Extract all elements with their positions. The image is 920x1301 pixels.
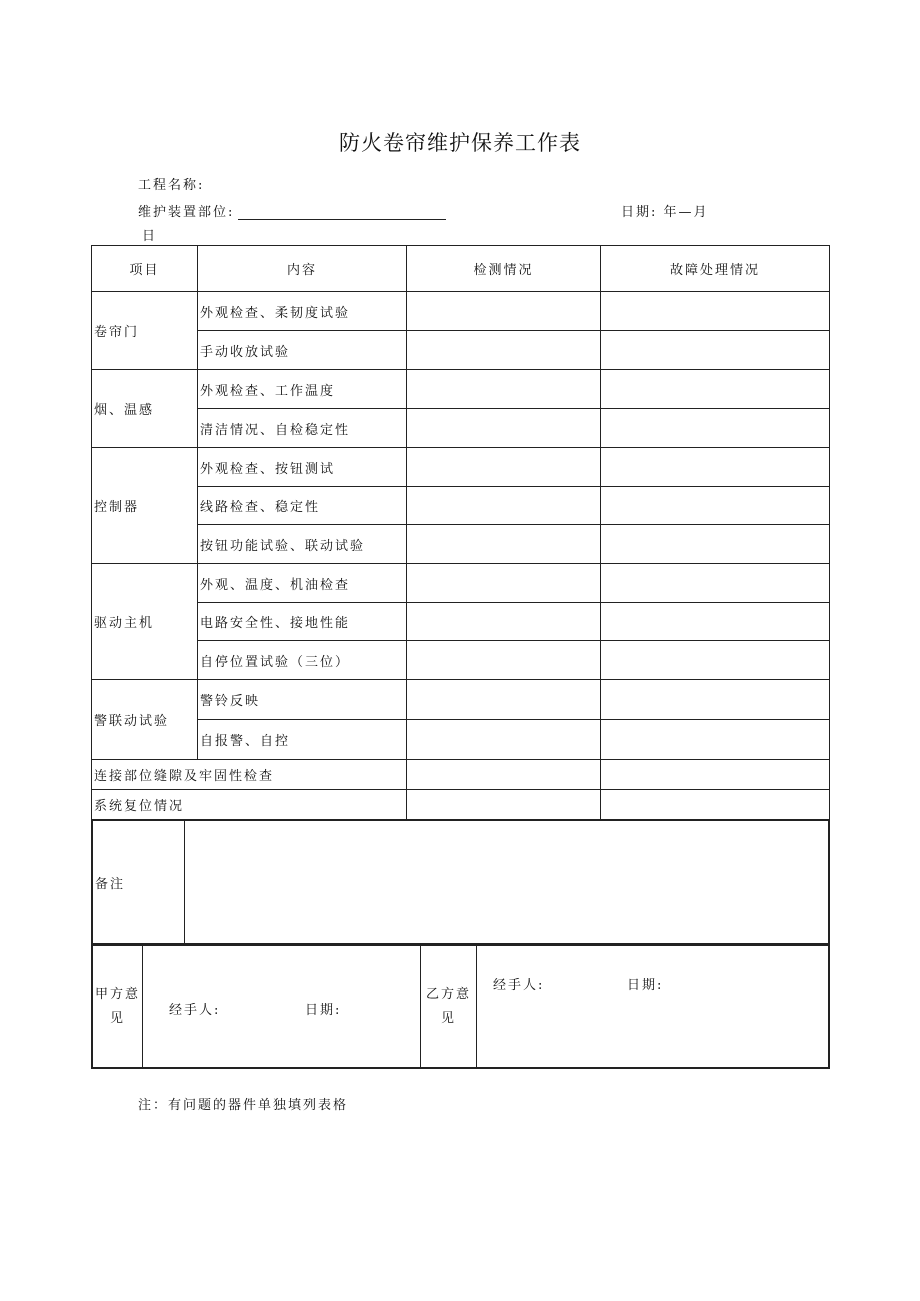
content-cell: 外观检查、工作温度 — [198, 370, 407, 409]
content-cell: 外观、温度、机油检查 — [198, 564, 407, 603]
inspection-cell[interactable] — [407, 370, 601, 409]
content-cell: 自报警、自控 — [198, 720, 407, 760]
fault-handling-cell[interactable] — [601, 641, 830, 680]
inspection-cell[interactable] — [407, 487, 601, 525]
table-row — [92, 641, 830, 680]
table-row — [92, 790, 830, 820]
fault-handling-cell[interactable] — [601, 487, 830, 525]
inspection-cell[interactable] — [407, 641, 601, 680]
table-row — [92, 331, 830, 370]
inspection-cell[interactable] — [407, 790, 601, 820]
remarks-row — [92, 820, 830, 945]
table-row — [92, 603, 830, 641]
table-row — [92, 760, 830, 790]
remarks-label: 备注 — [93, 821, 185, 944]
fault-handling-cell[interactable] — [601, 564, 830, 603]
column-header: 内容 — [198, 246, 407, 292]
location-underline[interactable] — [238, 207, 446, 220]
inspection-cell[interactable] — [407, 331, 601, 370]
table-row — [92, 409, 830, 448]
table-header-row — [92, 246, 830, 292]
fault-handling-cell[interactable] — [601, 370, 830, 409]
fault-handling-cell[interactable] — [601, 720, 830, 760]
inspection-cell[interactable] — [407, 448, 601, 487]
location-label: 维护装置部位: — [138, 205, 235, 220]
inspection-cell[interactable] — [407, 409, 601, 448]
table-row — [92, 370, 830, 409]
party-a-date-label: 日期: — [305, 1003, 342, 1018]
date-fill: 年—月 — [663, 205, 709, 220]
inspection-cell[interactable] — [407, 760, 601, 790]
fault-handling-cell[interactable] — [601, 331, 830, 370]
column-header: 项目 — [92, 246, 198, 292]
fault-handling-cell[interactable] — [601, 760, 830, 790]
inspection-cell[interactable] — [407, 292, 601, 331]
inspection-cell[interactable] — [407, 525, 601, 564]
party-b-label-line1: 乙方意 — [425, 986, 471, 1002]
party-a-label — [93, 946, 143, 1068]
content-cell: 警铃反映 — [198, 680, 407, 720]
party-a-label-line1: 甲方意 — [95, 986, 141, 1002]
footnote: 注：有问题的器件单独填列表格 — [138, 1098, 349, 1113]
remarks-container — [92, 820, 830, 945]
fault-handling-cell[interactable] — [601, 292, 830, 331]
location-field — [138, 201, 446, 220]
date-field — [621, 201, 709, 220]
table-row — [92, 487, 830, 525]
inspection-cell[interactable] — [407, 603, 601, 641]
date-label: 日期: — [621, 205, 658, 220]
content-cell: 电路安全性、接地性能 — [198, 603, 407, 641]
inspection-cell[interactable] — [407, 720, 601, 760]
fault-handling-cell[interactable] — [601, 790, 830, 820]
table-row — [92, 720, 830, 760]
party-b-handler-label: 经手人: — [493, 978, 545, 993]
item-cell: 烟、温感 — [92, 370, 198, 448]
table-row — [92, 448, 830, 487]
inspection-cell[interactable] — [407, 564, 601, 603]
table-row — [92, 525, 830, 564]
table-row — [92, 564, 830, 603]
column-header: 检测情况 — [407, 246, 601, 292]
item-cell: 警联动试验 — [92, 680, 198, 760]
table-row — [92, 292, 830, 331]
day-label: 日 — [142, 229, 158, 244]
party-a-handler-label: 经手人: — [169, 1003, 221, 1018]
item-cell: 卷帘门 — [92, 292, 198, 370]
content-cell: 手动收放试验 — [198, 331, 407, 370]
page-title: 防火卷帘维护保养工作表 — [339, 131, 581, 155]
item-cell: 控制器 — [92, 448, 198, 564]
party-b-opinion-field[interactable] — [477, 946, 829, 1068]
opinion-container — [92, 945, 830, 1069]
fault-handling-cell[interactable] — [601, 680, 830, 720]
single-row-label: 连接部位缝隙及牢固性检查 — [92, 760, 407, 790]
maintenance-table — [91, 245, 830, 1069]
party-a-opinion-field[interactable] — [143, 946, 421, 1068]
content-cell: 线路检查、稳定性 — [198, 487, 407, 525]
party-b-date-label: 日期: — [627, 978, 664, 993]
table-row — [92, 680, 830, 720]
project-name-label: 工程名称: — [138, 178, 205, 193]
fault-handling-cell[interactable] — [601, 525, 830, 564]
content-cell: 外观检查、柔韧度试验 — [198, 292, 407, 331]
fault-handling-cell[interactable] — [601, 603, 830, 641]
content-cell: 清洁情况、自检稳定性 — [198, 409, 407, 448]
column-header: 故障处理情况 — [601, 246, 830, 292]
fault-handling-cell[interactable] — [601, 409, 830, 448]
remarks-field[interactable] — [185, 821, 829, 944]
inspection-cell[interactable] — [407, 680, 601, 720]
content-cell: 自停位置试验（三位） — [198, 641, 407, 680]
content-cell: 外观检查、按钮测试 — [198, 448, 407, 487]
opinion-row — [92, 945, 830, 1069]
party-b-label — [421, 946, 477, 1068]
party-b-label-line2: 见 — [440, 1010, 456, 1026]
party-a-label-line2: 见 — [109, 1010, 125, 1026]
content-cell: 按钮功能试验、联动试验 — [198, 525, 407, 564]
single-row-label: 系统复位情况 — [92, 790, 407, 820]
fault-handling-cell[interactable] — [601, 448, 830, 487]
item-cell: 驱动主机 — [92, 564, 198, 680]
